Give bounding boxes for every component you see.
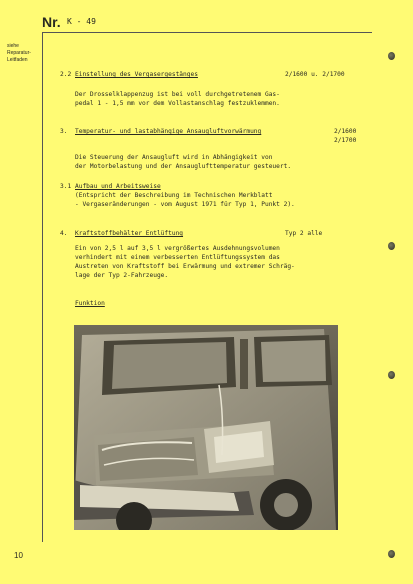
body-line: Austreten von Kraftstoff bei Erwärmung und extremer Schräg- (75, 263, 295, 270)
left-note-line: Reparatur- (7, 50, 31, 56)
section-models: 2/1600 u. 2/1700 (285, 71, 345, 78)
left-note-line: siehe (7, 43, 19, 49)
page-number: 10 (14, 551, 23, 560)
left-margin-note (7, 43, 31, 64)
section-number: 4. (60, 230, 68, 237)
binder-hole (388, 550, 395, 558)
section-models: 2/1600 (334, 128, 357, 135)
body-line: pedal 1 - 1,5 mm vor dem Vollastanschlag festzuklemmen. (75, 100, 280, 107)
vehicle-photo (74, 325, 338, 530)
body-line: verhindert mit einem verbesserten Entlüftungssystem das (75, 254, 280, 261)
nr-label: Nr. (42, 14, 61, 30)
section-models: Typ 2 alle (285, 230, 323, 237)
section-models: 2/1700 (334, 137, 357, 144)
binder-holes (383, 0, 413, 584)
body-line: Die Steuerung der Ansaugluft wird in Abhängigkeit von (75, 154, 273, 161)
body-line: Der Drosselklappenzug ist bei voll durchgetretenem Gas- (75, 91, 280, 98)
funktion-heading: Funktion (75, 300, 105, 307)
left-note-line: Leitfaden (7, 57, 28, 63)
margin-rule (42, 32, 43, 542)
binder-hole (388, 242, 395, 250)
body-line: (Entspricht der Beschreibung im Technischen Merkblatt (75, 192, 273, 199)
section-heading: Kraftstoffbehälter Entlüftung (75, 230, 184, 237)
section-number: 2.2 (60, 71, 72, 78)
section-heading: Einstellung des Vergasergestänges (75, 71, 198, 78)
section-heading: Temperatur- und lastabhängige Ansaugluftvorwärmung (75, 128, 262, 135)
section-heading: Aufbau und Arbeitsweise (75, 183, 161, 190)
binder-hole (388, 52, 395, 60)
section-number: 3.1 (60, 183, 72, 190)
nr-value: K - 49 (67, 17, 96, 26)
body-line: der Motorbelastung und der Ansauglufttemperatur gesteuert. (75, 163, 292, 170)
section-number: 3. (60, 128, 68, 135)
header-rule (42, 32, 372, 33)
body-line: - Vergaseränderungen - vom August 1971 für Typ 1, Punkt 2). (75, 201, 295, 208)
body-line: Ein von 2,5 l auf 3,5 l vergrößertes Ausdehnungsvolumen (75, 245, 280, 252)
body-line: lage der Typ 2-Fahrzeuge. (75, 272, 169, 279)
binder-hole (388, 371, 395, 379)
